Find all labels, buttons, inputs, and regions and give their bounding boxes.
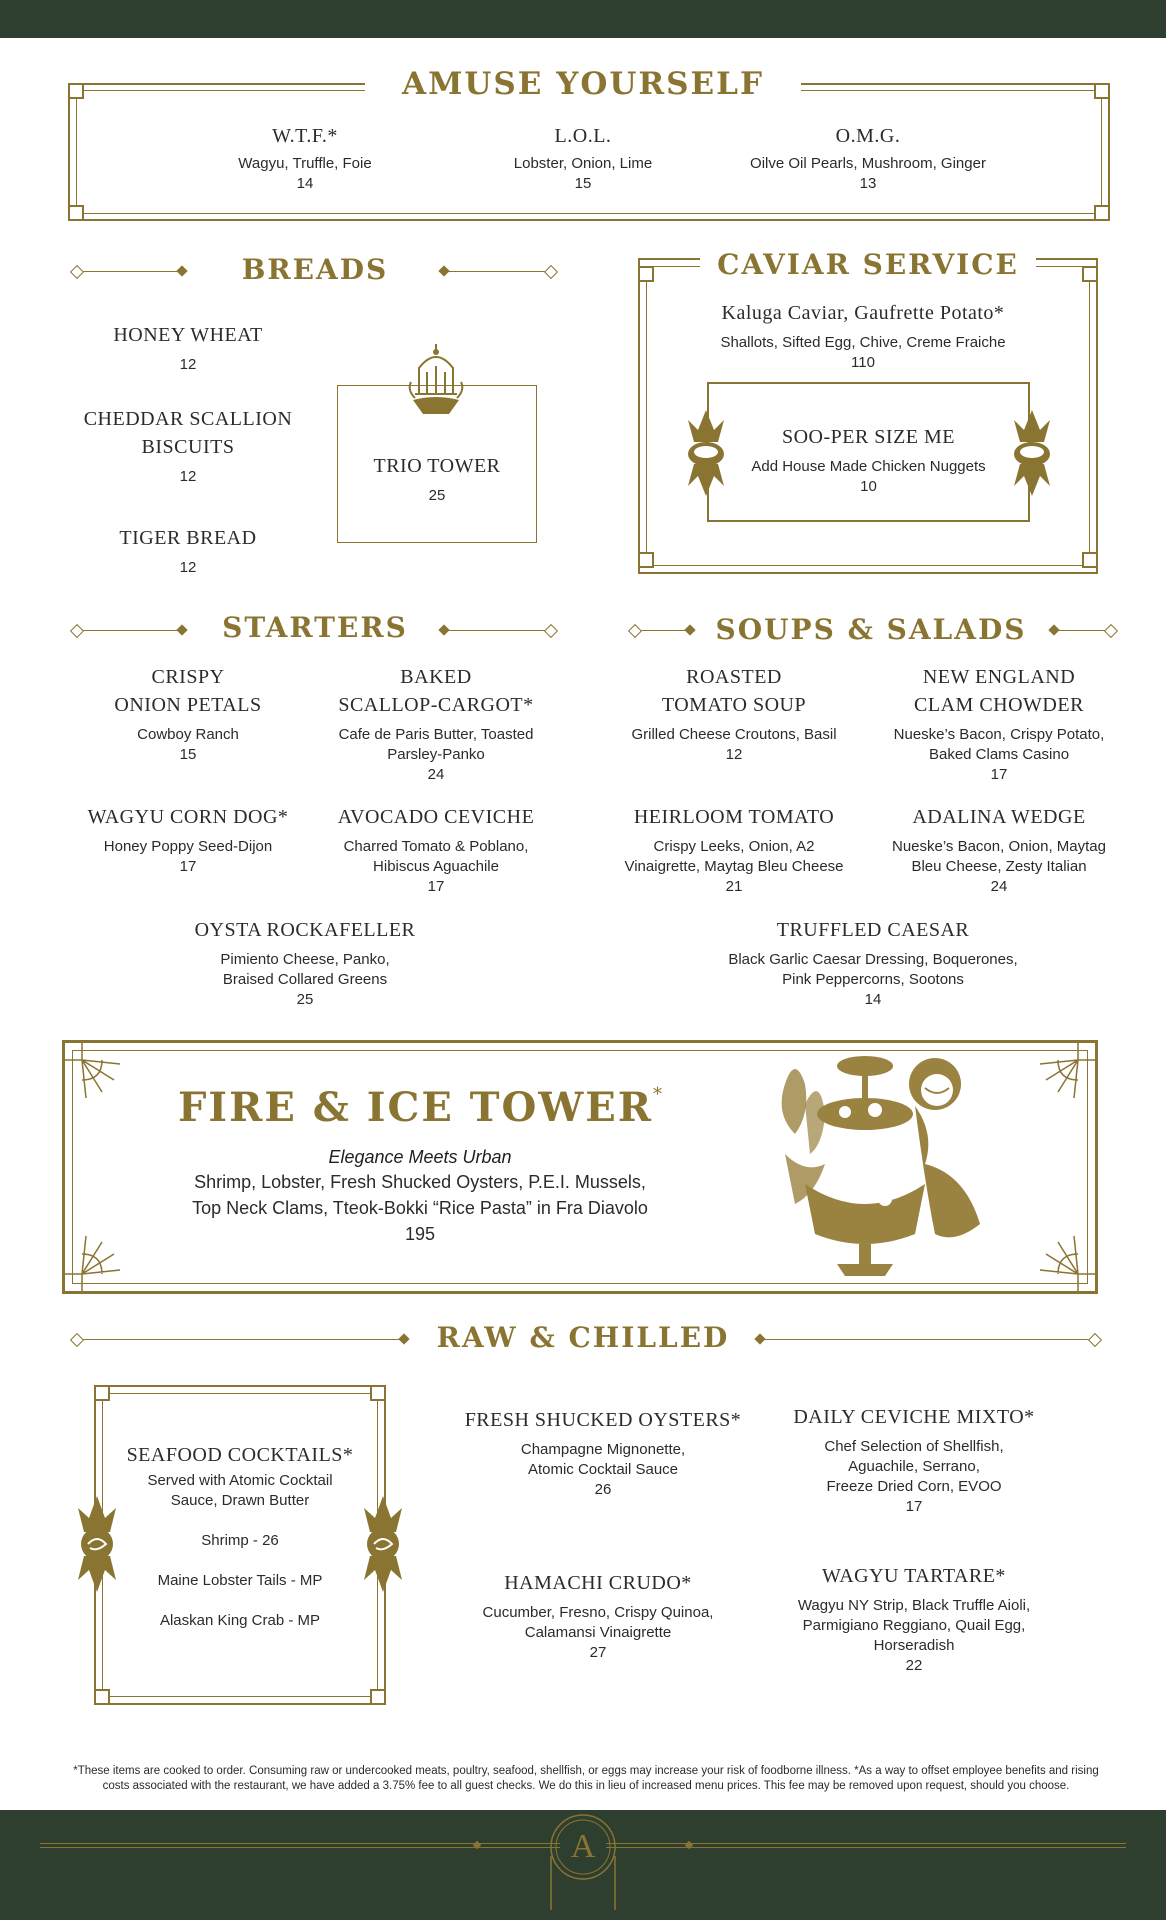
caviar-item xyxy=(660,299,1066,373)
soup-name: ROASTED xyxy=(686,666,782,688)
soup-price: 24 xyxy=(990,878,1008,895)
corner-ornament xyxy=(370,1689,386,1705)
divider-diamond xyxy=(70,265,84,279)
starter-price: 17 xyxy=(427,878,445,895)
raw-desc: Horseradish xyxy=(873,1637,955,1654)
corner-ornament xyxy=(1082,266,1098,282)
fan-ornament-icon xyxy=(62,1234,122,1294)
amuse-item-name: O.M.G. xyxy=(835,125,901,147)
tower-asterisk: * xyxy=(653,1084,663,1105)
soup-item xyxy=(874,663,1124,785)
bread-item-name: CHEDDAR SCALLION BISCUITS xyxy=(83,408,293,458)
caviar-tin-icon xyxy=(1010,408,1054,498)
corner-ornament xyxy=(638,552,654,568)
tower-price: 195 xyxy=(404,1224,436,1244)
cocktails-desc: Sauce, Drawn Butter xyxy=(170,1492,310,1509)
raw-desc: Chef Selection of Shellfish, xyxy=(824,1438,1004,1455)
footnote xyxy=(55,1764,1117,1794)
raw-price: 22 xyxy=(905,1657,923,1674)
divider-diamond xyxy=(176,265,187,276)
corner-ornament xyxy=(1082,552,1098,568)
addon-price: 10 xyxy=(860,478,877,495)
corner-ornament xyxy=(68,205,84,221)
raw-item xyxy=(774,1562,1054,1676)
soup-desc: Vinaigrette, Maytag Bleu Cheese xyxy=(624,858,844,875)
divider-diamond xyxy=(628,624,642,638)
tower-tagline: Elegance Meets Urban xyxy=(328,1147,512,1167)
divider-line xyxy=(444,271,554,272)
cocktails-option: Alaskan King Crab - MP xyxy=(159,1612,321,1629)
divider-line xyxy=(74,1339,404,1340)
footnote-line: costs associated with the restaurant, we have added a 3.75% fee to all guest checks. We do this in lieu of increased menu prices. This fee may be removed upon request, should you choose. xyxy=(102,1780,1070,1792)
bread-item xyxy=(68,321,308,375)
raw-desc: Cucumber, Fresno, Crispy Quinoa, xyxy=(482,1604,714,1621)
starter-name: BAKED xyxy=(400,666,472,688)
soup-desc: Black Garlic Caesar Dressing, Boquerones, xyxy=(728,951,1018,968)
divider-line xyxy=(444,630,554,631)
divider-diamond xyxy=(684,624,695,635)
cocktails-item xyxy=(114,1441,366,1631)
raw-title: RAW & CHILLED xyxy=(436,1321,730,1354)
fan-ornament-icon xyxy=(62,1040,122,1100)
soup-name: CLAM CHOWDER xyxy=(914,694,1084,716)
starter-price: 17 xyxy=(179,858,197,875)
amuse-item xyxy=(180,122,430,194)
logo-letter: A xyxy=(570,1828,596,1865)
seafood-tower-illustration xyxy=(765,1044,1005,1280)
starter-desc: Pimiento Cheese, Panko, xyxy=(220,951,390,968)
soup-desc: Nueske’s Bacon, Onion, Maytag xyxy=(891,838,1106,855)
starter-item xyxy=(160,916,450,1010)
soup-price: 17 xyxy=(990,766,1008,783)
amuse-item-desc: Oilve Oil Pearls, Mushroom, Ginger xyxy=(750,155,986,172)
soup-desc: Crispy Leeks, Onion, A2 xyxy=(653,838,815,855)
soup-item xyxy=(614,663,854,765)
amuse-item-name: L.O.L. xyxy=(554,125,612,147)
bread-item-price: 12 xyxy=(179,559,197,576)
starter-price: 24 xyxy=(427,766,445,783)
bread-item xyxy=(78,405,298,487)
amuse-item-desc: Wagyu, Truffle, Foie xyxy=(238,155,372,172)
amuse-item-name: W.T.F.* xyxy=(272,125,338,147)
amuse-item xyxy=(718,122,1018,194)
divider-line xyxy=(74,271,184,272)
raw-desc: Calamansi Vinaigrette xyxy=(524,1624,672,1641)
raw-desc: Wagyu NY Strip, Black Truffle Aioli, xyxy=(797,1597,1031,1614)
starter-desc: Charred Tomato & Poblano, xyxy=(343,838,529,855)
divider-diamond xyxy=(176,624,187,635)
raw-desc: Freeze Dried Corn, EVOO xyxy=(826,1478,1002,1495)
soup-price: 14 xyxy=(864,991,882,1008)
corner-ornament xyxy=(1094,205,1110,221)
amuse-item-price: 13 xyxy=(859,175,877,192)
starter-price: 15 xyxy=(179,746,197,763)
soups-title: SOUPS & SALADS xyxy=(715,613,1027,646)
divider-diamond xyxy=(1048,624,1059,635)
divider-line xyxy=(760,1339,1096,1340)
starter-name: WAGYU CORN DOG* xyxy=(87,806,289,828)
starter-desc: Hibiscus Aguachile xyxy=(373,858,499,875)
divider-diamond xyxy=(398,1333,409,1344)
soup-desc: Nueske’s Bacon, Crispy Potato, xyxy=(893,726,1105,743)
corner-ornament xyxy=(94,1385,110,1401)
corner-ornament xyxy=(94,1689,110,1705)
soup-desc: Baked Clams Casino xyxy=(928,746,1070,763)
starter-item xyxy=(78,663,298,765)
addon-item xyxy=(730,423,1007,497)
soup-item xyxy=(693,916,1053,1010)
soup-desc: Bleu Cheese, Zesty Italian xyxy=(911,858,1087,875)
caviar-tin-icon xyxy=(684,408,728,498)
divider-diamond xyxy=(1104,624,1118,638)
cocktails-option: Maine Lobster Tails - MP xyxy=(157,1572,323,1589)
corner-ornament xyxy=(1094,83,1110,99)
raw-name: FRESH SHUCKED OYSTERS* xyxy=(464,1409,742,1431)
divider-diamond xyxy=(1088,1333,1102,1347)
caviar-desc: Shallots, Sifted Egg, Chive, Creme Fraiche xyxy=(720,334,1006,351)
amuse-item-price: 14 xyxy=(296,175,314,192)
trio-tower xyxy=(337,452,537,506)
amuse-item-desc: Lobster, Onion, Lime xyxy=(513,155,653,172)
cocktails-option: Shrimp - 26 xyxy=(201,1532,279,1549)
fan-ornament-icon xyxy=(1038,1040,1098,1100)
bread-item-name: HONEY WHEAT xyxy=(113,324,263,346)
soup-desc: Pink Peppercorns, Sootons xyxy=(782,971,964,988)
footnote-line: *These items are cooked to order. Consuming raw or undercooked meats, poultry, seafood, shellfish, or eggs may increase your risk of foodborne illness. *As a way to offset employee benefits and rising xyxy=(73,1765,1099,1777)
soup-name: TRUFFLED CAESAR xyxy=(776,919,970,941)
soup-name: ADALINA WEDGE xyxy=(912,806,1086,828)
breads-title: BREADS xyxy=(241,253,389,286)
raw-name: HAMACHI CRUDO* xyxy=(504,1572,692,1594)
tower-details xyxy=(140,1145,700,1247)
divider-diamond xyxy=(438,624,449,635)
raw-name: DAILY CEVICHE MIXTO* xyxy=(793,1406,1035,1428)
starter-desc: Cowboy Ranch xyxy=(137,726,239,743)
trio-tower-price: 25 xyxy=(428,487,446,504)
starter-desc: Honey Poppy Seed-Dijon xyxy=(103,838,273,855)
raw-item xyxy=(453,1569,743,1663)
tower-title: FIRE & ICE TOWER xyxy=(177,1084,654,1131)
shrimp-ornament-icon xyxy=(360,1494,406,1594)
starters-title: STARTERS xyxy=(222,611,408,644)
cocktails-name: SEAFOOD COCKTAILS* xyxy=(126,1444,354,1466)
raw-item xyxy=(774,1403,1054,1517)
starter-name: AVOCADO CEVICHE xyxy=(337,806,535,828)
soup-name: NEW ENGLAND xyxy=(922,666,1076,688)
corner-ornament xyxy=(370,1385,386,1401)
birdcage-icon xyxy=(405,342,467,428)
starter-desc: Parsley-Panko xyxy=(387,746,485,763)
starter-item xyxy=(316,803,556,897)
starter-item xyxy=(68,803,308,877)
starter-desc: Braised Collared Greens xyxy=(222,971,388,988)
raw-price: 17 xyxy=(905,1498,923,1515)
raw-price: 26 xyxy=(594,1481,612,1498)
divider-line xyxy=(74,630,184,631)
bread-item-name: TIGER BREAD xyxy=(119,527,257,549)
soup-price: 21 xyxy=(725,878,743,895)
addon-desc: Add House Made Chicken Nuggets xyxy=(751,458,986,475)
raw-name: WAGYU TARTARE* xyxy=(822,1565,1006,1587)
corner-ornament xyxy=(68,83,84,99)
caviar-name: Kaluga Caviar, Gaufrette Potato* xyxy=(721,302,1005,324)
corner-ornament xyxy=(638,266,654,282)
starter-name: CRISPY xyxy=(151,666,225,688)
tower-heading xyxy=(140,1084,700,1131)
bread-item-price: 12 xyxy=(179,468,197,485)
tower-desc: Top Neck Clams, Tteok-Bokki “Rice Pasta” in Fra Diavolo xyxy=(192,1198,648,1218)
divider-diamond xyxy=(438,265,449,276)
raw-desc: Aguachile, Serrano, xyxy=(848,1458,980,1475)
raw-desc: Atomic Cocktail Sauce xyxy=(527,1461,679,1478)
cocktails-desc: Served with Atomic Cocktail xyxy=(147,1472,333,1489)
soup-desc: Grilled Cheese Croutons, Basil xyxy=(631,726,837,743)
starter-price: 25 xyxy=(296,991,314,1008)
starter-name: SCALLOP-CARGOT* xyxy=(338,694,534,716)
raw-desc: Parmigiano Reggiano, Quail Egg, xyxy=(802,1617,1026,1634)
soup-item xyxy=(874,803,1124,897)
bread-item xyxy=(68,524,308,578)
amuse-title: AMUSE YOURSELF xyxy=(365,64,801,104)
soup-item xyxy=(604,803,864,897)
divider-diamond xyxy=(544,265,558,279)
trio-tower-name: TRIO TOWER xyxy=(373,455,501,477)
divider-diamond xyxy=(544,624,558,638)
divider-diamond xyxy=(70,624,84,638)
divider-diamond xyxy=(754,1333,765,1344)
caviar-title: CAVIAR SERVICE xyxy=(700,245,1036,285)
fan-ornament-icon xyxy=(1038,1234,1098,1294)
caviar-price: 110 xyxy=(851,354,875,371)
starter-desc: Cafe de Paris Butter, Toasted xyxy=(338,726,534,743)
top-bar xyxy=(0,0,1166,38)
amuse-item xyxy=(458,122,708,194)
amuse-item-price: 15 xyxy=(574,175,592,192)
starter-item xyxy=(316,663,556,785)
raw-item xyxy=(453,1406,753,1500)
soup-name: TOMATO SOUP xyxy=(661,694,807,716)
soup-price: 12 xyxy=(725,746,743,763)
starter-name: ONION PETALS xyxy=(114,694,262,716)
tower-desc: Shrimp, Lobster, Fresh Shucked Oysters, P.E.I. Mussels, xyxy=(194,1172,646,1192)
starter-name: OYSTA ROCKAFELLER xyxy=(194,919,416,941)
divider-diamond xyxy=(70,1333,84,1347)
addon-name: SOO-PER SIZE ME xyxy=(781,426,956,448)
footer-rule xyxy=(606,1843,1126,1848)
footer-rule xyxy=(40,1843,560,1848)
raw-desc: Champagne Mignonette, xyxy=(520,1441,686,1458)
raw-price: 27 xyxy=(589,1644,607,1661)
soup-name: HEIRLOOM TOMATO xyxy=(633,806,835,828)
bread-item-price: 12 xyxy=(179,356,197,373)
